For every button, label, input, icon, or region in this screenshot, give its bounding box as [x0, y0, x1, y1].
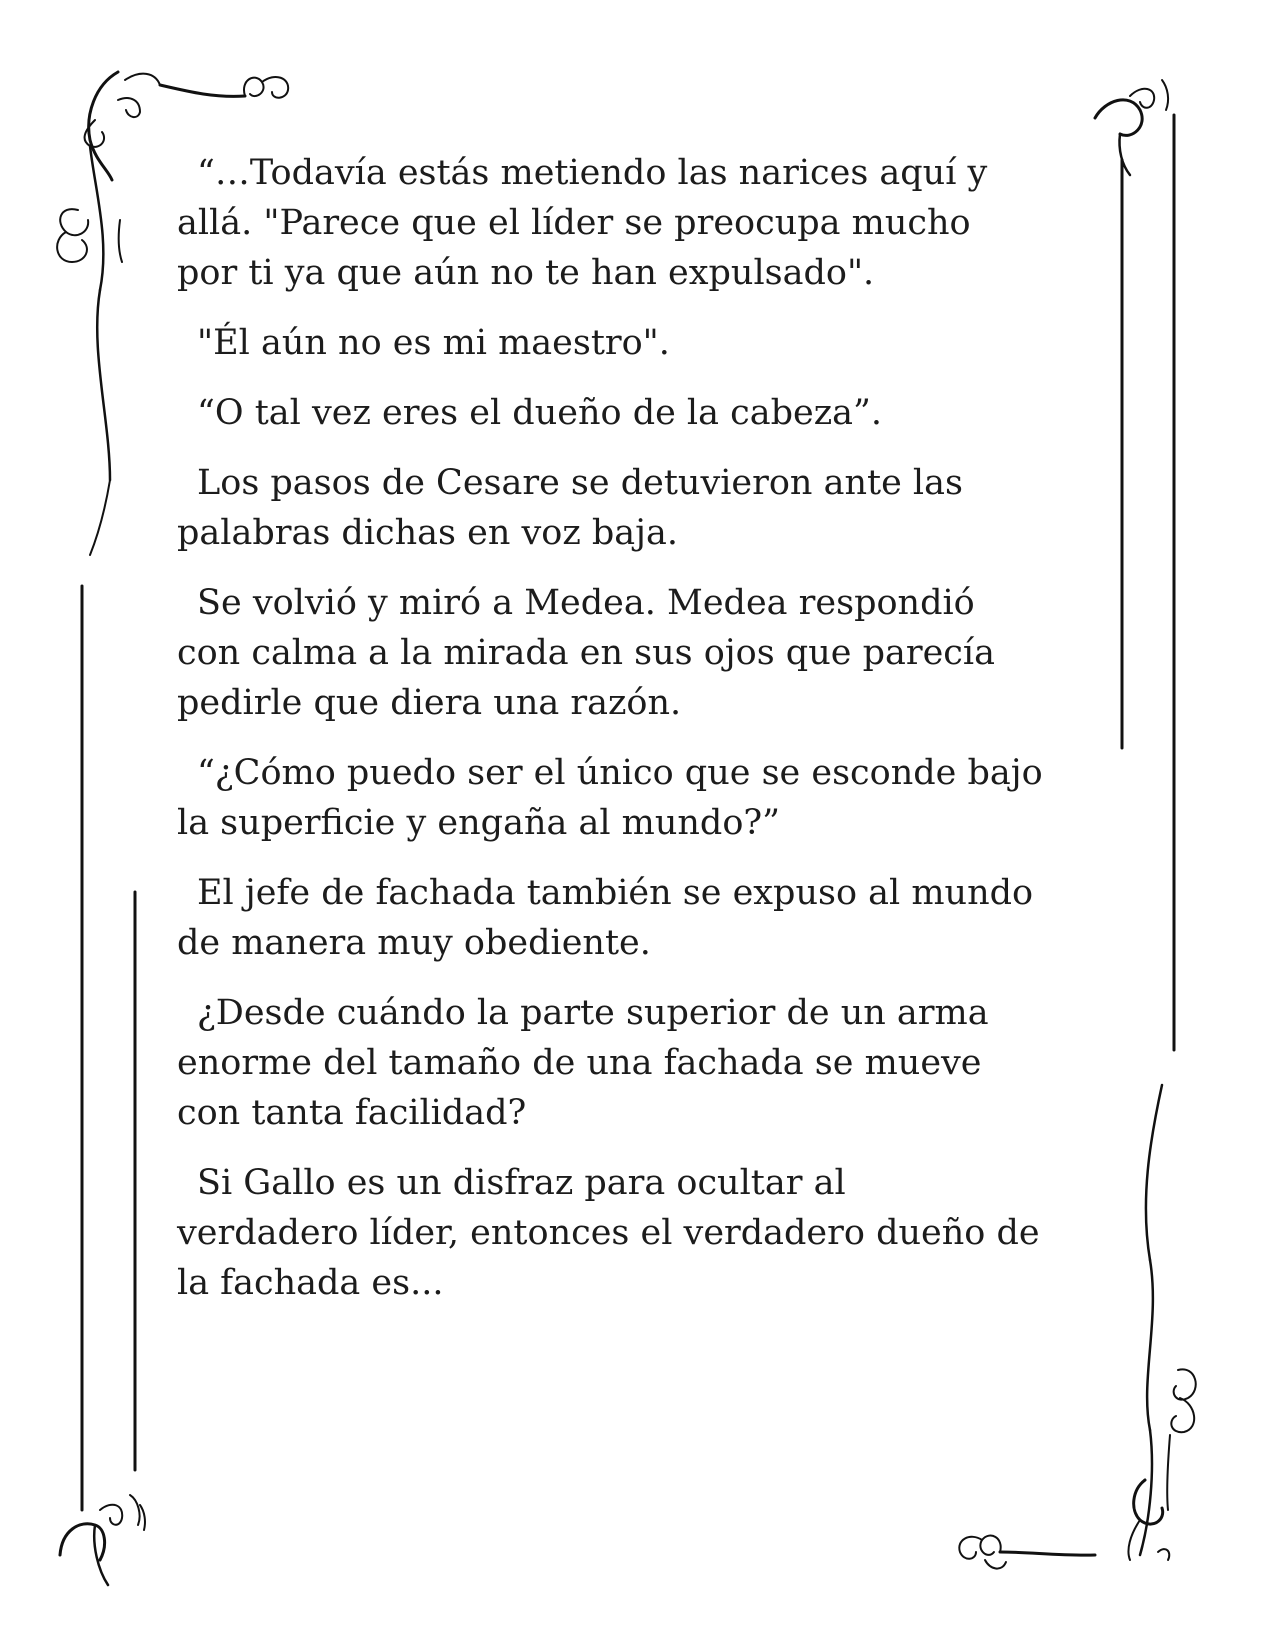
bottom-left-flourish: [60, 1495, 145, 1585]
paragraph-8: ¿Desde cuándo la parte superior de un arma enorme del tamaño de una fachada se mueve con tanta facilidad?: [177, 993, 989, 1133]
paragraph-5: Se volvió y miró a Medea. Medea respondió con calma a la mirada en sus ojos que parecía pedirle que diera una razón.: [177, 583, 995, 723]
paragraph-3: “O tal vez eres el dueño de la cabeza”.: [197, 393, 883, 433]
paragraph-2: "Él aún no es mi maestro".: [197, 323, 670, 363]
paragraph-7: El jefe de fachada también se expuso al mundo de manera muy obediente.: [177, 873, 1034, 963]
paragraph-1: “…Todavía estás metiendo las narices aquí y allá. "Parece que el líder se preocupa mucho por ti ya que aún no te han expulsado".: [177, 153, 988, 293]
body-text: [177, 148, 1107, 1328]
paragraph-9: Si Gallo es un disfraz para ocultar al verdadero líder, entonces el verdadero dueño de la fachada es...: [177, 1163, 1040, 1303]
paragraph-4: Los pasos de Cesare se detuvieron ante las palabras dichas en voz baja.: [177, 463, 963, 553]
paragraph-6: “¿Cómo puedo ser el único que se esconde bajo la superficie y engaña al mundo?”: [177, 753, 1043, 843]
